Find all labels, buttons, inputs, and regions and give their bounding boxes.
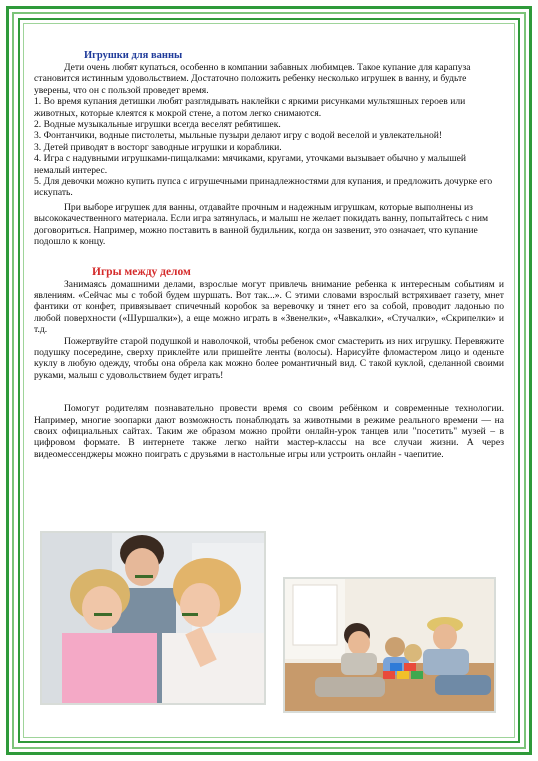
bath-toys-list (34, 96, 504, 199)
family-photo-illustration (42, 533, 264, 703)
technology-paragraph: Помогут родителям познавательно провести время со своим ребёнком и современные технологии. Например, многие зоопарки дают возможность понаблюдать за животными в режиме реального времени — на своих официальных сайтах. Таким же образом можно пройти онлайн-урок танцев или "посетить" музей – в цифровом формате. В интернете также легко найти мастер-классы на все случаи жизни. А через видеомессенджеры можно поиграть с друзьями в настольные игры или устроить онлайн - чаепитие. (34, 403, 504, 460)
section-title-bath-toys: Игрушки для ванны (84, 50, 183, 61)
section-title-games: Игры между делом (92, 265, 191, 278)
photo-family-mustache (40, 531, 266, 705)
list-item: 1. Во время купания детишки любят разглядывать наклейки с яркими рисунками мультяшных героев или животных, которые клеятся к мокрой стене, а потом легко снимаются. (34, 96, 466, 119)
list-item: 3. Фонтанчики, водные пистолеты, мыльные пузыри делают игру с водой веселой и увлекательной! (34, 130, 443, 142)
games-paragraph-1: Занимаясь домашними делами, взрослые могут привлечь внимание ребенка к интересным событиям и явлениям. «Сейчас мы с тобой будем шуршать. Вот так...». С этими словами взрослый встряхивает газету, мнет фантики от конфет, привязывает спичечный коробок за веревочку и тянет его за собой, проводит ладонью по любой поверхности («Шуршалки»), а еще можно играть в «Звенелки», «Чавкалки», «Стучалки», «Скрипелки» и т.д. (34, 278, 504, 336)
games-paragraph-2: Пожертвуйте старой подушкой и наволочкой, чтобы ребенок смог смастерить из них игрушку. Перевяжите подушку посередине, сверху приклейте или пришейте ленты (волосы). Нарисуйте фломастером лицо и оденьте куклу в любую одежду, чтобы она обрела как можно более романтичный вид. С такой куклой, сделанной своими руками, малыш с удовольствием будет играть! (34, 335, 504, 381)
list-item: 5. Для девочки можно купить пупса с игрушечными принадлежностями для купания, и предложить дочурке его искупать. (34, 176, 493, 199)
bath-toys-closing: При выборе игрушек для ванны, отдавайте прочным и надежным игрушкам, которые выполнены из высококачественного материала. Если игра затянулась, и малыш не желает покидать ванну, попытайтесь с ним договориться. Например, можно поставить в ванной будильник, когда он зазвенит, это означает, что купание подошло к концу. (34, 201, 489, 248)
list-item: 2. Водные музыкальные игрушки всегда веселят ребятишек. (34, 119, 281, 131)
list-item: 3. Детей приводят в восторг заводные игрушки и кораблики. (34, 141, 282, 153)
floor-play-illustration (285, 579, 494, 711)
list-item: 4. Игра с надувными игрушками-пищалками: мячиками, кругами, уточками вызывает обычно у малышей немалый интерес. (34, 153, 466, 176)
photo-family-floor-play (283, 577, 496, 713)
bath-toys-intro: Дети очень любят купаться, особенно в компании забавных любимцев. Такое купание для карапуза становится истинным удовольствием. Достаточно положить ребенку несколько игрушек в ванну, и будьте уверены, что он с пользой проведет время. (34, 62, 471, 96)
document-content (34, 50, 504, 460)
